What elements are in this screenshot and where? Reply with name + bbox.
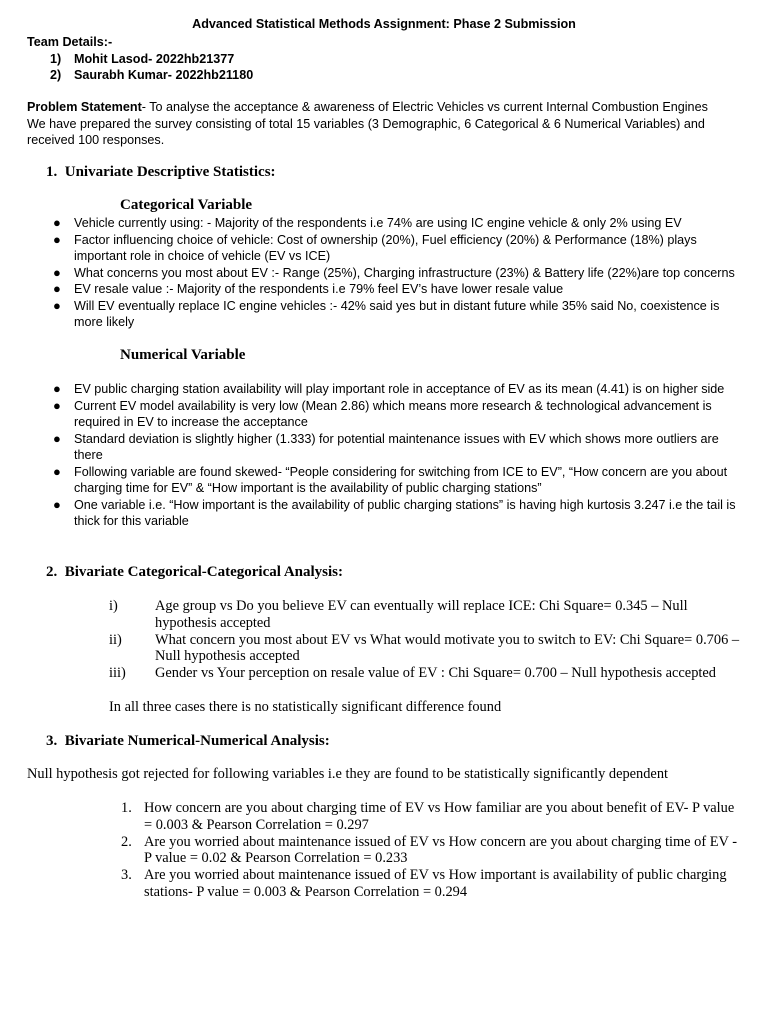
bullet-icon: ● xyxy=(53,496,61,512)
problem-statement xyxy=(27,99,757,116)
team-member-2-marker: 2) xyxy=(50,68,62,82)
list-item: ● What concerns you most about EV :- Range (25%), Charging infrastructure (23%) & Battery life (22%)are top concerns xyxy=(53,264,735,280)
categorical-list xyxy=(53,215,738,331)
list-item: ● Following variable are found skewed- “People considering for switching from ICE to EV”, “How concern are you about charging time for EV” & “How important is the availability of public charging stations” xyxy=(53,463,728,495)
list-item: ● Vehicle currently using: - Majority of the respondents i.e 74% are using IC engine vehicle & only 2% using EV xyxy=(53,215,682,230)
bullet-icon: ● xyxy=(53,281,61,296)
chi-square-list xyxy=(109,598,745,682)
team-heading: Team Details:- xyxy=(27,35,113,49)
list-item: 3. Are you worried about maintenance issued of EV vs How important is availability of public charging stations- P value = 0.003 & Pearson Correlation = 0.294 xyxy=(121,867,727,900)
list-item: ● One variable i.e. “How important is the availability of public charging stations” is having high kurtosis 3.247 i.e the tail is thick for this variable xyxy=(53,496,736,528)
bullet-icon: ● xyxy=(53,297,61,313)
list-item: ● Factor influencing choice of vehicle: Cost of ownership (20%), Fuel efficiency (20%) & Performance (18%) plays important role in choice of vehicle (EV vs ICE) xyxy=(53,231,697,263)
list-item: ii) What concern you most about EV vs What would motivate you to switch to EV: Chi Square= 0.706 – Null hypothesis accepted xyxy=(109,631,740,665)
numerical-variable-heading: Numerical Variable xyxy=(120,347,246,363)
list-item: iii) Gender vs Your perception on resale value of EV : Chi Square= 0.700 – Null hypothesis accepted xyxy=(109,665,716,682)
problem-statement-line-2: We have prepared the survey consisting of total 15 variables (3 Demographic, 6 Categorical & 6 Numerical Variables) and xyxy=(27,117,705,131)
numerical-list xyxy=(53,381,738,530)
correlation-list xyxy=(121,800,744,901)
list-item: 2. Are you worried about maintenance issued of EV vs How concern are you about charging time of EV - P value = 0.02 & Pearson Correlation = 0.233 xyxy=(121,833,738,867)
problem-statement-line-3: received 100 responses. xyxy=(27,133,165,147)
bullet-icon: ● xyxy=(53,231,61,247)
problem-statement-text: - To analyse the acceptance & awareness of Electric Vehicles vs current Internal Combustion Engines xyxy=(141,100,708,114)
section-3-heading: 3. Bivariate Numerical-Numerical Analysis: xyxy=(46,733,330,749)
categorical-variable-heading: Categorical Variable xyxy=(120,197,253,213)
list-item: ● Current EV model availability is very low (Mean 2.86) which means more research & technological advancement is required in EV to increase the acceptance xyxy=(53,397,712,429)
bullet-icon: ● xyxy=(53,463,61,479)
section-2-heading: 2. Bivariate Categorical-Categorical Analysis: xyxy=(46,564,344,580)
bullet-icon: ● xyxy=(53,215,61,230)
section-2-conclusion: In all three cases there is no statistically significant difference found xyxy=(109,699,502,715)
section-1-heading: 1. Univariate Descriptive Statistics: xyxy=(46,164,276,180)
bullet-icon: ● xyxy=(53,397,61,413)
list-item: ● Will EV eventually replace IC engine vehicles :- 42% said yes but in distant future while 35% said No, coexistence is more likely xyxy=(53,297,720,329)
team-member-1: Mohit Lasod- 2022hb21377 xyxy=(74,52,235,66)
list-item: 1. How concern are you about charging time of EV vs How familiar are you about benefit of EV- P value = 0.003 & Pearson Correlation = 0.297 xyxy=(121,800,735,833)
section-3-intro: Null hypothesis got rejected for following variables i.e they are found to be statistically significantly dependent xyxy=(27,766,669,782)
team-member-2: Saurabh Kumar- 2022hb21180 xyxy=(74,68,254,82)
list-item: ● Standard deviation is slightly higher (1.333) for potential maintenance issues with EV which shows more outliers are there xyxy=(53,430,719,462)
bullet-icon: ● xyxy=(53,264,61,280)
team-member-1-marker: 1) xyxy=(50,52,62,66)
bullet-icon: ● xyxy=(53,381,61,396)
list-item: ● EV resale value :- Majority of the respondents i.e 79% feel EV’s have lower resale value xyxy=(53,281,564,296)
document-title: Advanced Statistical Methods Assignment: Phase 2 Submission xyxy=(192,17,576,31)
bullet-icon: ● xyxy=(53,430,61,446)
list-item: ● EV public charging station availability will play important role in acceptance of EV as its mean (4.41) is on higher side xyxy=(53,381,725,396)
list-item: i) Age group vs Do you believe EV can eventually will replace ICE: Chi Square= 0.345 – Null hypothesis accepted xyxy=(109,598,688,631)
problem-statement-label: Problem Statement xyxy=(27,100,142,114)
